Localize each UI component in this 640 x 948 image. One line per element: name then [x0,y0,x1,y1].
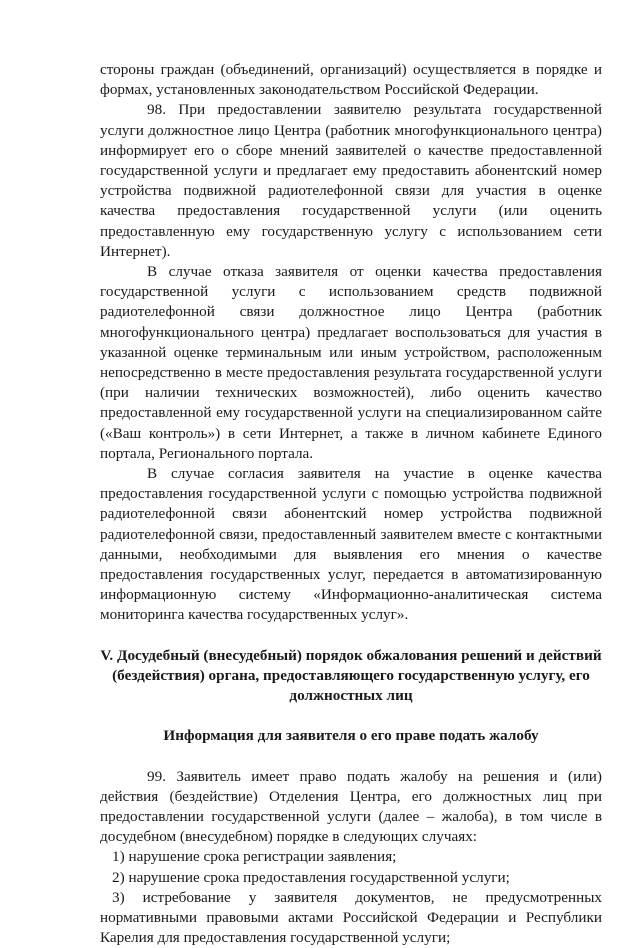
paragraph-consent: В случае согласия заявителя на участие в оценке качества предоставления государственной услуги с помощью устройства подвижной радиотелефонной связи абонентский номер устройства подвижной радиотелефонной связи, предоставленный заявителем вместе с контактными данными, необходимыми для выявления его мнения о качестве предоставления государственных услуг, передается в автоматизированную информационную систему «Информационно-аналитическая система мониторинга качества государственных услуг». [100,465,602,624]
paragraph-99: 99. Заявитель имеет право подать жалобу на решения и (или) действия (бездействие) Отделения Центра, его должностных лиц при предоставлении государственной услуги (далее – жалоба), в том числе в досудебном (внесудебном) порядке в следующих случаях: [100,767,602,846]
paragraph-continuation: стороны граждан (объединений, организаций) осуществляется в порядке и формах, установленных законодательством Российской Федерации. [100,61,602,99]
list-item: 3) истребование у заявителя документов, не предусмотренных нормативными правовыми актами Российской Федерации и Республики Карелия для предоставления государственной услуги; [100,888,602,947]
paragraph-98: 98. При предоставлении заявителю результата государственной услуги должностное лицо Центра (работник многофункционального центра) информирует его о сборе мнений заявителей о качестве предоставленной государственной услуги и предлагает ему предоставить абонентский номер устройства подвижной радиотелефонной связи для участия в оценке качества предоставления государственной услуги (или оценить предоставленную ему государственную услугу с использованием сети Интернет). [100,101,602,260]
document-page [100,60,602,948]
section-heading: V. Досудебный (внесудебный) порядок обжалования решений и действий (бездействия) органа, предоставляющего государственную услугу, его должностных лиц [100,646,602,705]
list-item: 2) нарушение срока предоставления государственной услуги; [112,868,510,886]
sub-heading: Информация для заявителя о его праве подать жалобу [163,727,539,745]
list-item: 1) нарушение срока регистрации заявления; [112,848,397,866]
paragraph-refusal: В случае отказа заявителя от оценки качества предоставления государственной услуги с использованием средств подвижной радиотелефонной связи должностное лицо Центра (работник многофункционального центра) предлагает воспользоваться для участия в указанной оценке терминальным или иным устройством, расположенным непосредственно в месте предоставления результата государственной услуги (при наличии технических возможностей), либо оценить качество предоставленной ему государственной услуги на специализированном сайте («Ваш контроль») в сети Интернет, а также в личном кабинете Единого портала, Регионального портала. [100,263,602,462]
spacer [100,747,602,767]
